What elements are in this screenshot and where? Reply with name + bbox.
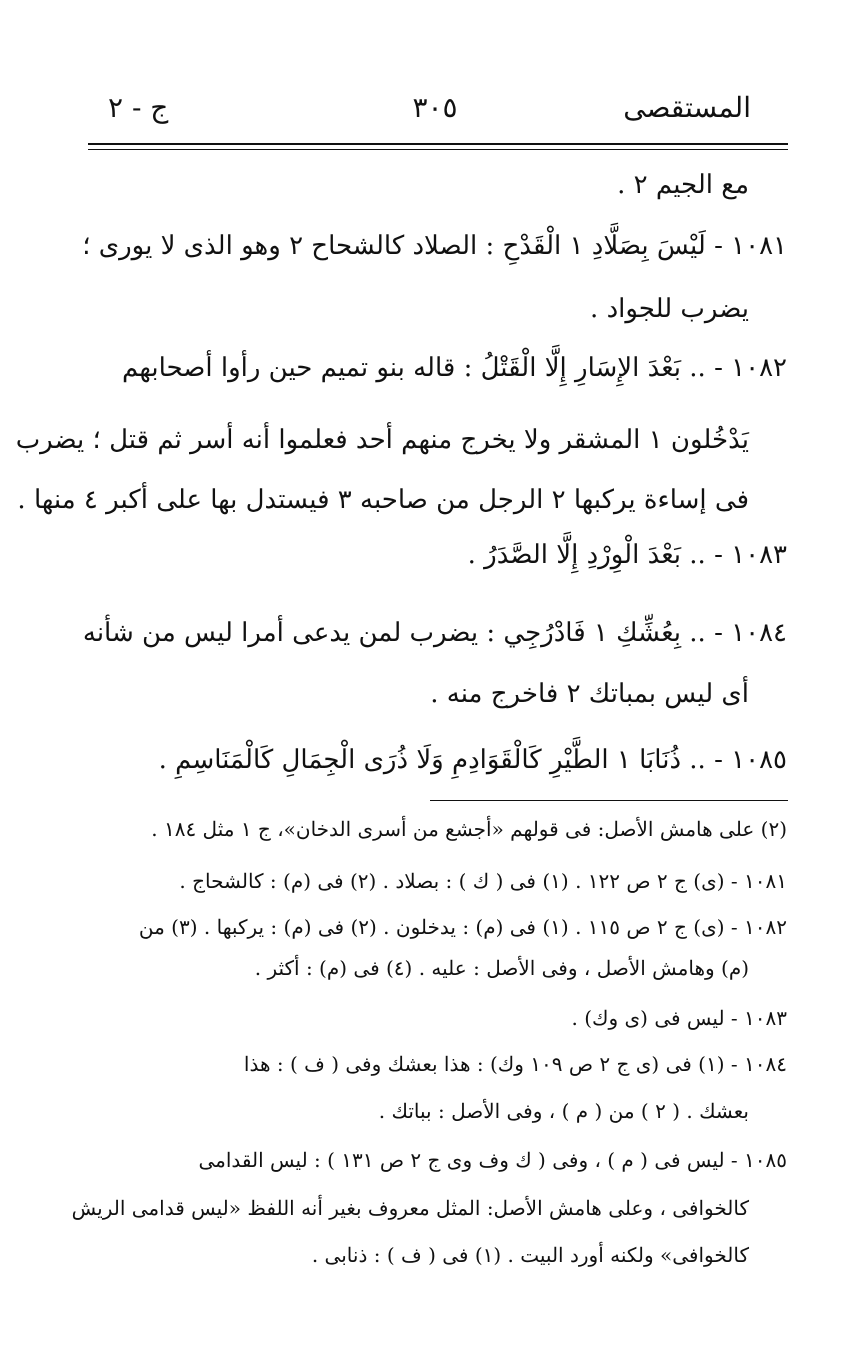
entry-1081: ١٠٨١ - لَيْسَ بِصَلَّادِ ١ الْقَدْحِ : الصلاد كالشحاح ٢ وهو الذى لا يورى ؛ [82,231,787,261]
footnote-line: كالخوافى» ولكنه أورد البيت . (١) فى ( ف ) : ذنابى . [311,1243,749,1267]
footnote-1085: ١٠٨٥ - ليس فى ( م ) ، وفى ( ك وف وى ج ٢ ص ١٣١ ) : ليس القدامى [198,1148,787,1172]
body-line: فى إساءة يركبها ٢ الرجل من صاحبه ٣ فيستدل بها على أكبر ٤ منها . [17,485,749,515]
body-line: يَدْخُلون ١ المشقر ولا يخرج منهم أحد فعلموا أنه أسر ثم قتل ؛ يضرب [15,425,749,455]
page-number: ٣٠٥ [412,91,458,124]
footnote-1081: ١٠٨١ - (ى) ج ٢ ص ١٢٢ . (١) فى ( ك ) : بصلاد . (٢) فى (م) : كالشحاج . [179,869,787,893]
body-line: يضرب للجواد . [590,294,749,324]
footnote-line: كالخوافى ، وعلى هامش الأصل: المثل معروف بغير أنه اللفظ «ليس قدامى الريش [71,1196,749,1220]
running-title: المستقصى [623,91,751,124]
entry-1085: ١٠٨٥ - .. ذُنَابَا ١ الطَّيْرِ كَالْقَوَادِمِ وَلَا ذُرَى الْجِمَالِ كَالْمَنَاسِمِ . [158,745,787,775]
footnote-1084: ١٠٨٤ - (١) فى (ى ج ٢ ص ١٠٩ وك) : هذا بعشك وفى ( ف ) : هذا [243,1052,787,1076]
entry-1084: ١٠٨٤ - .. بِعُشِّكِ ١ فَادْرُجِي : يضرب لمن يدعى أمرا ليس من شأنه [82,618,787,648]
body-line: مع الجيم ٢ . [617,170,749,200]
header-rule-top [88,143,788,145]
footnote-1083: ١٠٨٣ - ليس فى (ى وك) . [571,1006,787,1030]
footnote-1082: ١٠٨٢ - (ى) ج ٢ ص ١١٥ . (١) فى (م) : يدخلون . (٢) فى (م) : يركبها . (٣) من [138,915,787,939]
volume-label: ج - ٢ [108,91,169,124]
body-line: أى ليس بمباتك ٢ فاخرج منه . [430,679,749,709]
entry-1083: ١٠٨٣ - .. بَعْدَ الْوِرْدِ إِلَّا الصَّدَرُ . [467,540,787,570]
footnote-line: (م) وهامش الأصل ، وفى الأصل : عليه . (٤) فى (م) : أكثر . [254,956,749,980]
footnote-rule [430,800,788,801]
footnote-line: (٢) على هامش الأصل: فى قولهم «أجشع من أسرى الدخان»، ج ١ مثل ١٨٤ . [151,817,787,841]
footnote-line: بعشك . ( ٢ ) من ( م ) ، وفى الأصل : بباتك . [378,1099,749,1123]
header-rule-bottom [88,149,788,150]
entry-1082: ١٠٨٢ - .. بَعْدَ الإِسَارِ إِلَّا الْقَتْلُ : قاله بنو تميم حين رأوا أصحابهم [122,353,787,383]
